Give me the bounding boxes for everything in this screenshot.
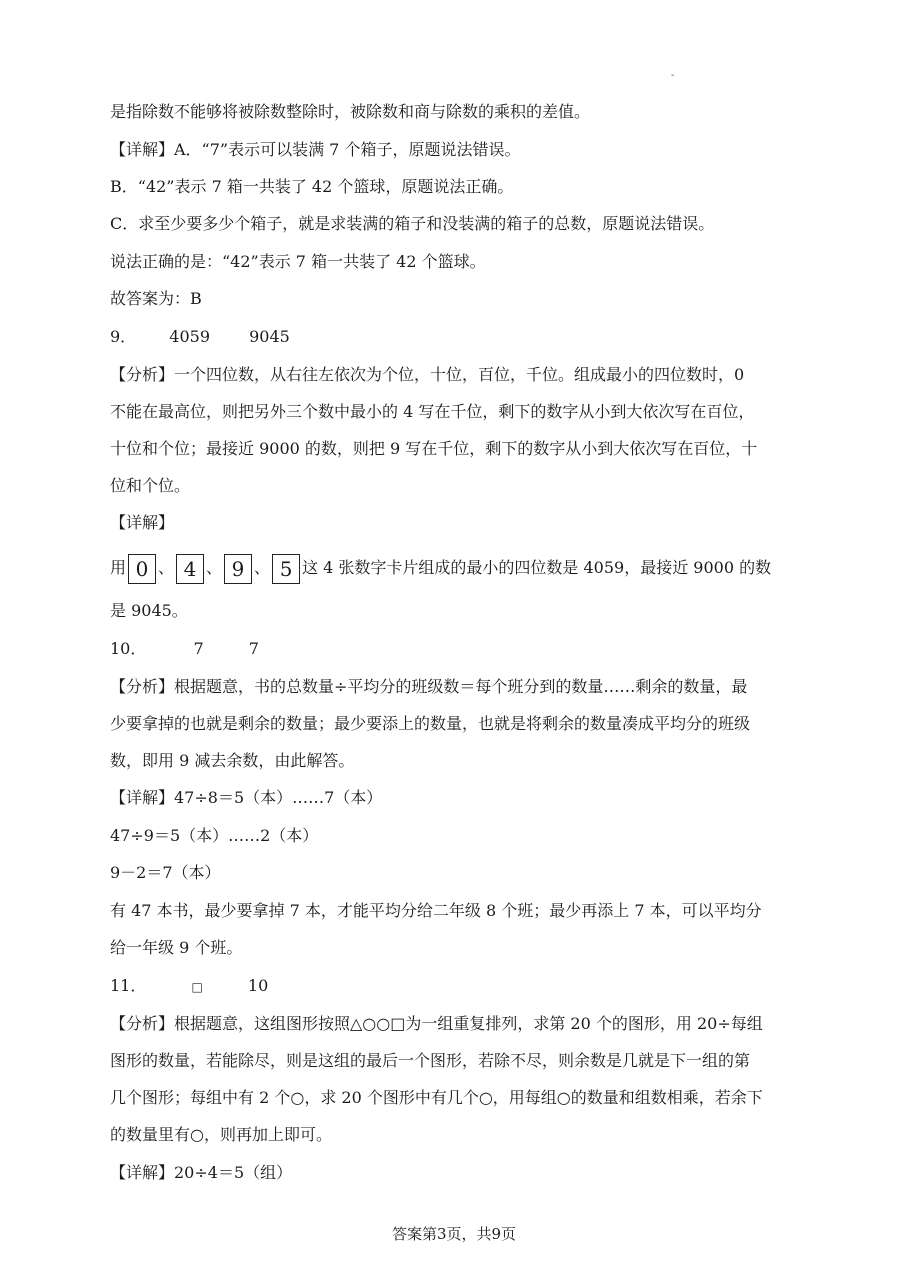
answer-blank-1: 4059 [169,327,210,346]
text-line: 是 9045。 [110,601,188,620]
number-card: 5 [272,554,300,584]
text-line: 给一年级 9 个班。 [110,938,243,957]
text-line: B．“42”表示 7 箱一共装了 42 个篮球，原题说法正确。 [110,177,514,196]
number-card: 4 [176,554,204,584]
text-line: 是指除数不能够将被除数整除时，被除数和商与除数的乘积的差值。 [110,102,591,121]
card-separator: 、 [206,558,223,577]
text-line: C．求至少要多少个箱子，就是求装满的箱子和没装满的箱子的总数，原题说法错误。 [110,214,715,233]
number-card: 9 [224,554,252,584]
card-separator: 、 [158,558,175,577]
text-line: 有 47 本书，最少要拿掉 7 本，才能平均分给二年级 8 个班；最少再添上 7 本，可以平均分 [110,901,762,920]
text-line: 【分析】根据题意，书的总数量÷平均分的班级数＝每个班分到的数量……剩余的数量，最 [110,677,748,696]
text-line: 故答案为：B [110,289,202,308]
answer-blank-1: 7 [193,639,204,658]
text-line: 图形的数量，若能除尽，则是这组的最后一个图形，若除不尽，则余数是几就是下一组的第 [110,1051,751,1070]
text-line: 【分析】根据题意，这组图形按照△○○□为一组重复排列，求第 20 个的图形，用 20÷每组 [110,1014,763,1033]
text-line: 47÷9＝5（本）……2（本） [110,826,319,845]
text-line: 【详解】47÷8＝5（本）……7（本） [110,788,383,807]
text-line: 【详解】A．“7”表示可以装满 7 个箱子，原题说法错误。 [110,140,521,159]
page-footer: 答案第3页，共9页 [391,1225,517,1243]
text-line: 的数量里有○，则再加上即可。 [110,1125,332,1144]
page-mark: - [671,70,675,81]
question-10-answer [110,638,798,660]
text-line: 数，即用 9 减去余数，由此解答。 [110,751,355,770]
card-separator: 、 [254,558,271,577]
text-line: 【详解】20÷4＝5（组） [110,1163,293,1182]
question-number: 9． [110,327,137,346]
number-cards-line [110,553,798,584]
text-line: 【分析】一个四位数，从右往左依次为个位，十位，百位，千位。组成最小的四位数时，0 [110,365,745,384]
answer-blank-2: 7 [248,639,259,658]
text-line: 不能在最高位，则把另外三个数中最小的 4 写在千位，剩下的数字从小到大依次写在百位， [110,402,755,421]
cards-prefix: 用 [110,558,127,577]
question-number: 11． [110,976,147,995]
text-line: 十位和个位；最接近 9000 的数，则把 9 写在千位，剩下的数字从小到大依次写在百位，十 [110,439,758,458]
answer-blank-2: 9045 [249,327,290,346]
answer-blank-1: □ [191,980,203,994]
number-card: 0 [128,554,156,584]
text-line: 位和个位。 [110,476,191,495]
text-line: 几个图形；每组中有 2 个○，求 20 个图形中有几个○，用每组○的数量和组数相乘，若余下 [110,1088,763,1107]
cards-suffix: 这 4 张数字卡片组成的最小的四位数是 4059，最接近 9000 的数 [302,558,772,577]
text-line: 少要拿掉的也就是剩余的数量；最少要添上的数量，也就是将剩余的数量凑成平均分的班级 [110,714,751,733]
question-9-answer [110,326,798,348]
text-line: 【详解】 [110,513,175,532]
question-number: 10． [110,639,147,658]
text-line: 9－2＝7（本） [110,863,221,882]
answer-blank-2: 10 [247,976,269,995]
text-line: 说法正确的是：“42”表示 7 箱一共装了 42 个篮球。 [110,252,486,271]
question-11-answer [110,975,798,998]
